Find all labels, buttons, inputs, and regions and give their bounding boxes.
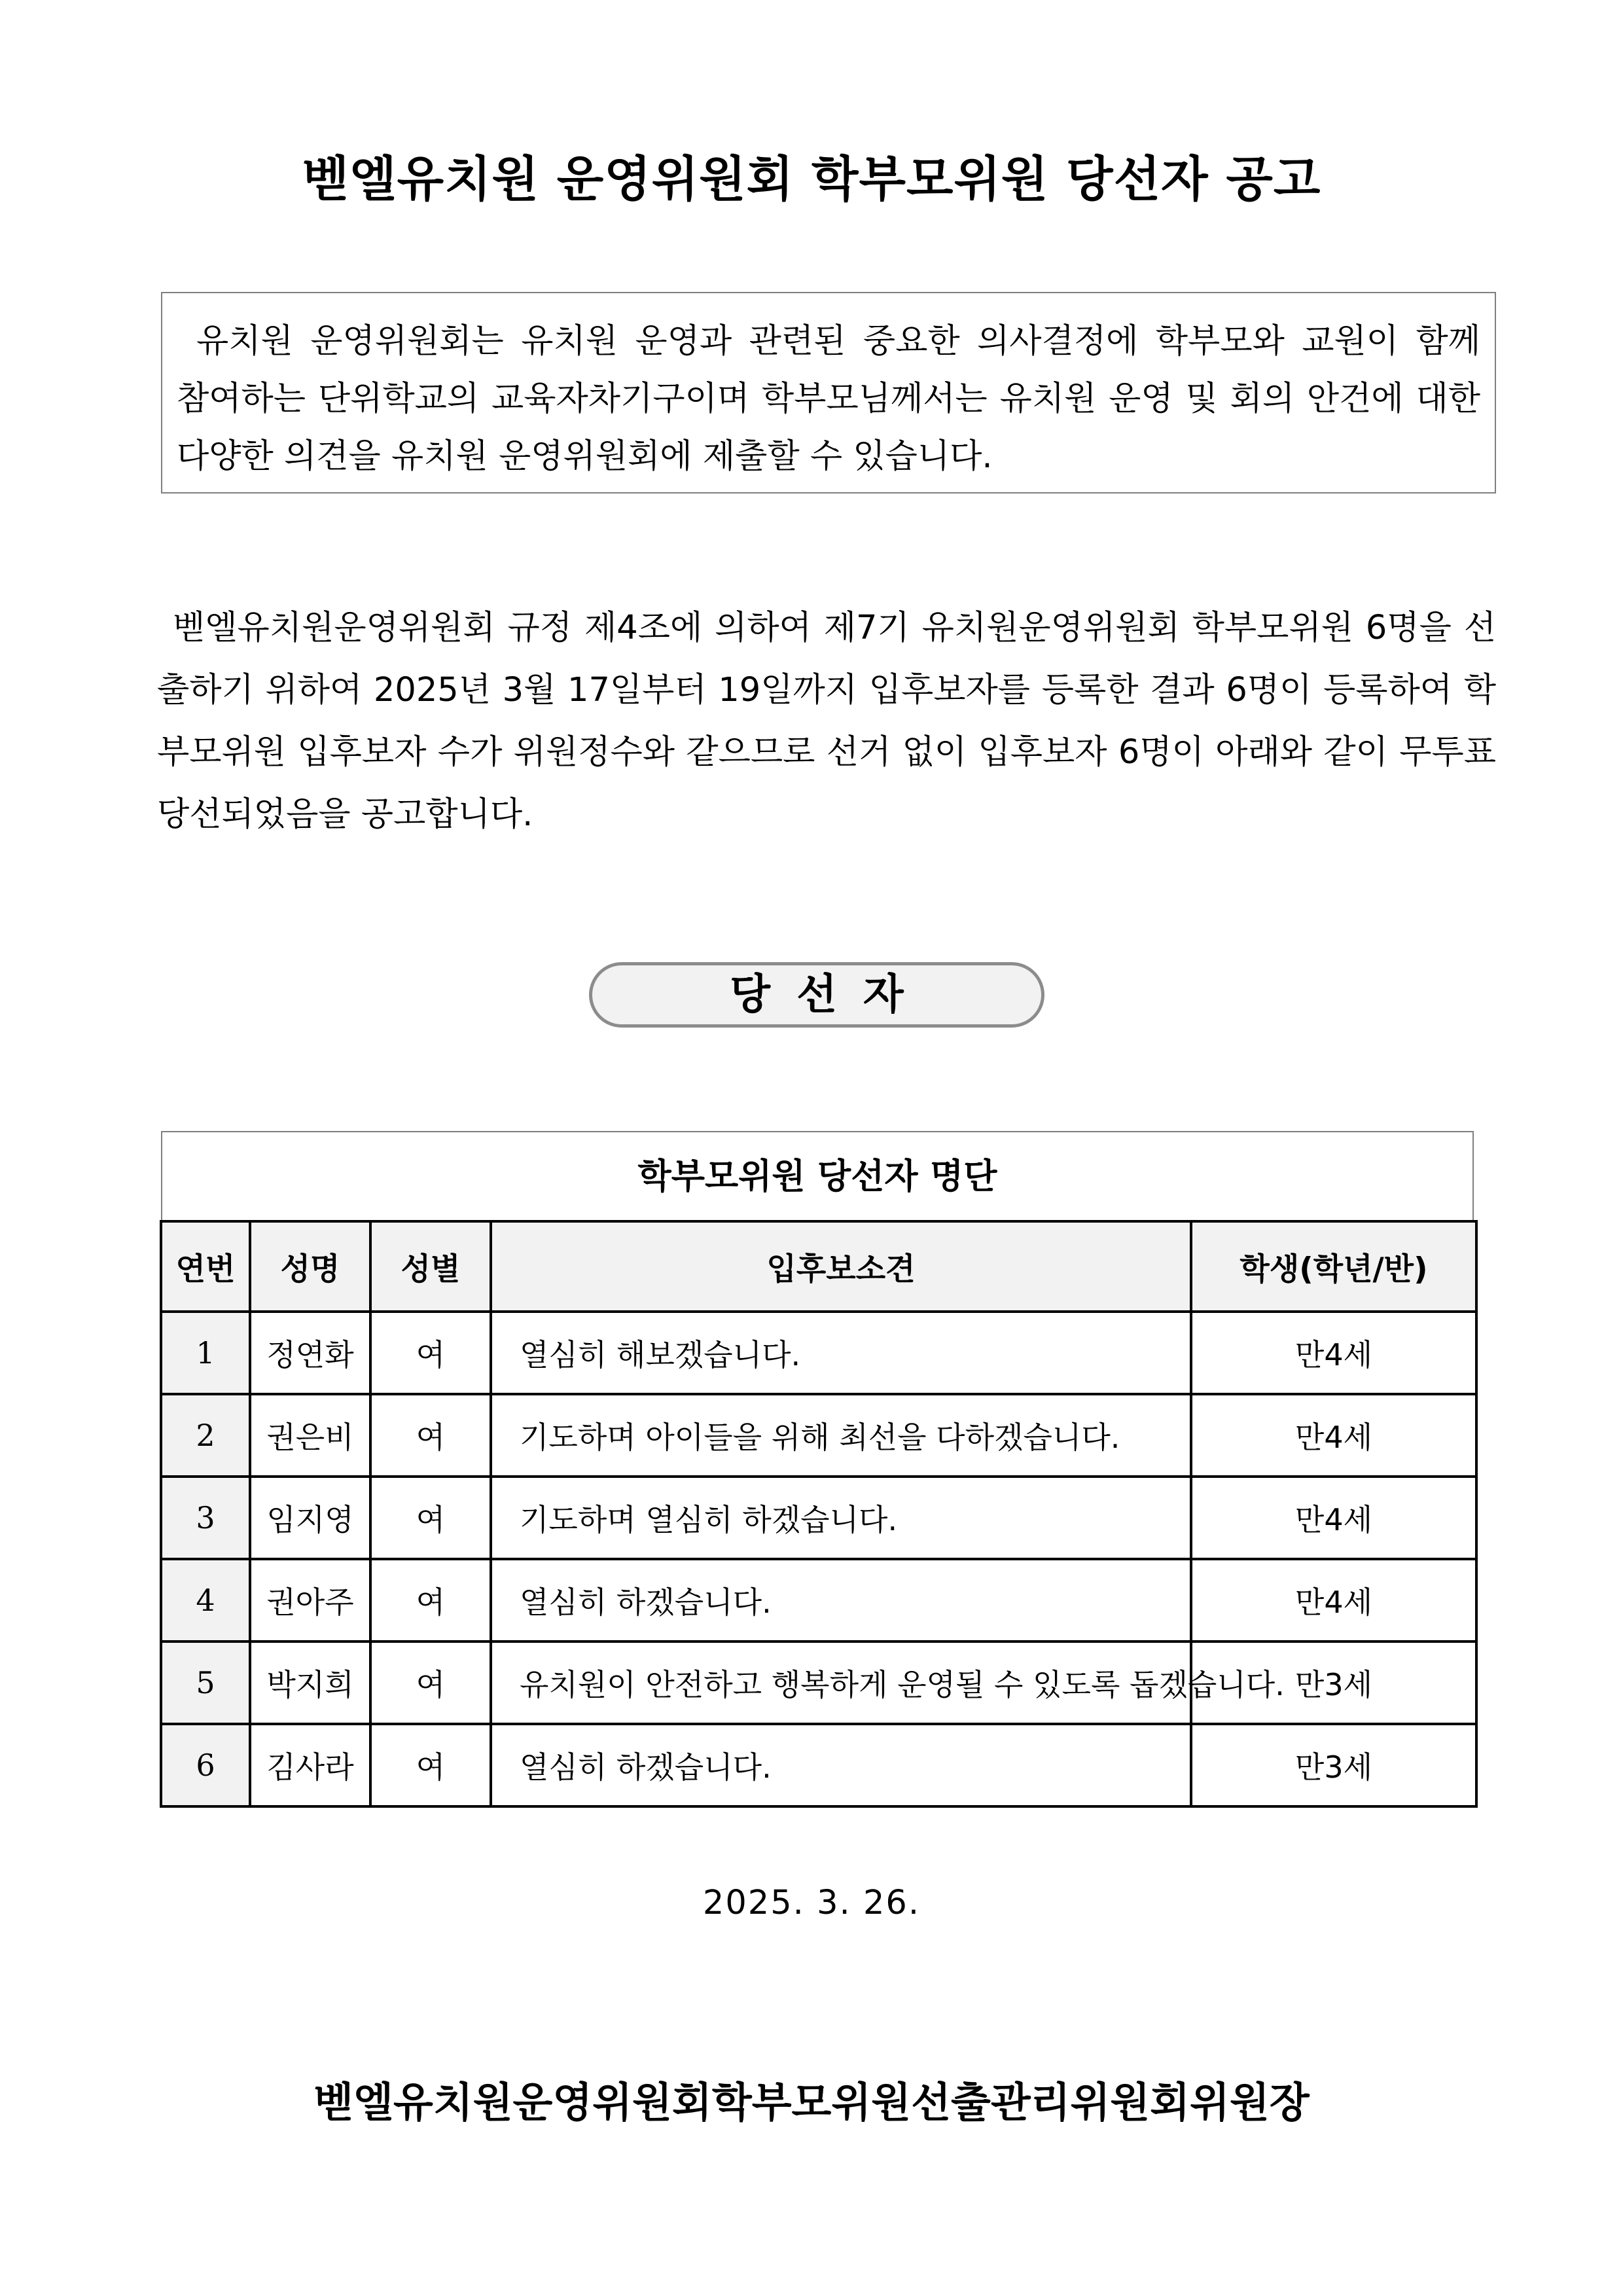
table-row bbox=[161, 1641, 1476, 1724]
table-caption: 학부모위원 당선자 명단 bbox=[161, 1131, 1474, 1221]
header-gender: 성별 bbox=[370, 1221, 491, 1312]
header-pledge: 입후보소견 bbox=[491, 1221, 1191, 1312]
row-name: 김사라 bbox=[250, 1724, 370, 1806]
page-title: 벧엘유치원 운영위원회 학부모위원 당선자 공고 bbox=[302, 151, 1321, 207]
winner-label: 당선자 bbox=[589, 962, 1044, 1028]
header-number: 연번 bbox=[161, 1221, 250, 1312]
row-number: 3 bbox=[161, 1477, 250, 1559]
row-number: 1 bbox=[161, 1312, 250, 1394]
row-name: 임지영 bbox=[250, 1477, 370, 1559]
table-row bbox=[161, 1724, 1476, 1806]
row-pledge: 열심히 하겠습니다. bbox=[491, 1559, 1191, 1641]
row-name: 권은비 bbox=[250, 1394, 370, 1477]
row-pledge: 유치원이 안전하고 행복하게 운영될 수 있도록 돕겠습니다. bbox=[491, 1641, 1191, 1724]
row-student: 만3세 bbox=[1191, 1724, 1476, 1806]
row-student: 만4세 bbox=[1191, 1477, 1476, 1559]
row-gender: 여 bbox=[370, 1724, 491, 1806]
row-number: 2 bbox=[161, 1394, 250, 1477]
row-student: 만4세 bbox=[1191, 1312, 1476, 1394]
row-number: 5 bbox=[161, 1641, 250, 1724]
row-number: 6 bbox=[161, 1724, 250, 1806]
row-name: 정연화 bbox=[250, 1312, 370, 1394]
row-gender: 여 bbox=[370, 1394, 491, 1477]
row-pledge: 기도하며 열심히 하겠습니다. bbox=[491, 1477, 1191, 1559]
intro-text: 유치원 운영위원회는 유치원 운영과 관련된 중요한 의사결정에 학부모와 교원이 함께 참여하는 단위학교의 교육자차기구이며 학부모님께서는 유치원 운영 및 회의 안건에 대한 다양한 의견을 유치원 운영위원회에 제출할 수 있습니다. bbox=[177, 322, 1480, 476]
row-name: 권아주 bbox=[250, 1559, 370, 1641]
announcement-date: 2025. 3. 26. bbox=[702, 1884, 921, 1922]
signature-line: 벧엘유치원운영위원회학부모위원선출관리위원회위원장 bbox=[313, 2079, 1310, 2126]
row-number: 4 bbox=[161, 1559, 250, 1641]
table-row bbox=[161, 1394, 1476, 1477]
header-name: 성명 bbox=[250, 1221, 370, 1312]
row-name: 박지희 bbox=[250, 1641, 370, 1724]
row-gender: 여 bbox=[370, 1641, 491, 1724]
row-student: 만3세 bbox=[1191, 1641, 1476, 1724]
row-pledge: 기도하며 아이들을 위해 최선을 다하겠습니다. bbox=[491, 1394, 1191, 1477]
row-gender: 여 bbox=[370, 1312, 491, 1394]
announcement-body: 벧엘유치원운영위원회 규정 제4조에 의하여 제7기 유치원운영위원회 학부모위원 6명을 선출하기 위하여 2025년 3월 17일부터 19일까지 입후보자를 등록한 결과 6명이 등록하여 학부모위원 입후보자 수가 위원정수와 같으므로 선거 없이 입후보자 6명이 아래와 같이 무투표 당선되었음을 공고합니다. bbox=[157, 609, 1496, 834]
row-student: 만4세 bbox=[1191, 1559, 1476, 1641]
table-header-row bbox=[161, 1221, 1476, 1312]
intro-box bbox=[161, 292, 1496, 493]
table-row bbox=[161, 1312, 1476, 1394]
row-student: 만4세 bbox=[1191, 1394, 1476, 1477]
header-student: 학생(학년/반) bbox=[1191, 1221, 1476, 1312]
table-row bbox=[161, 1559, 1476, 1641]
table-row bbox=[161, 1477, 1476, 1559]
row-gender: 여 bbox=[370, 1559, 491, 1641]
winner-table bbox=[160, 1220, 1478, 1808]
row-gender: 여 bbox=[370, 1477, 491, 1559]
row-pledge: 열심히 하겠습니다. bbox=[491, 1724, 1191, 1806]
row-pledge: 열심히 해보겠습니다. bbox=[491, 1312, 1191, 1394]
